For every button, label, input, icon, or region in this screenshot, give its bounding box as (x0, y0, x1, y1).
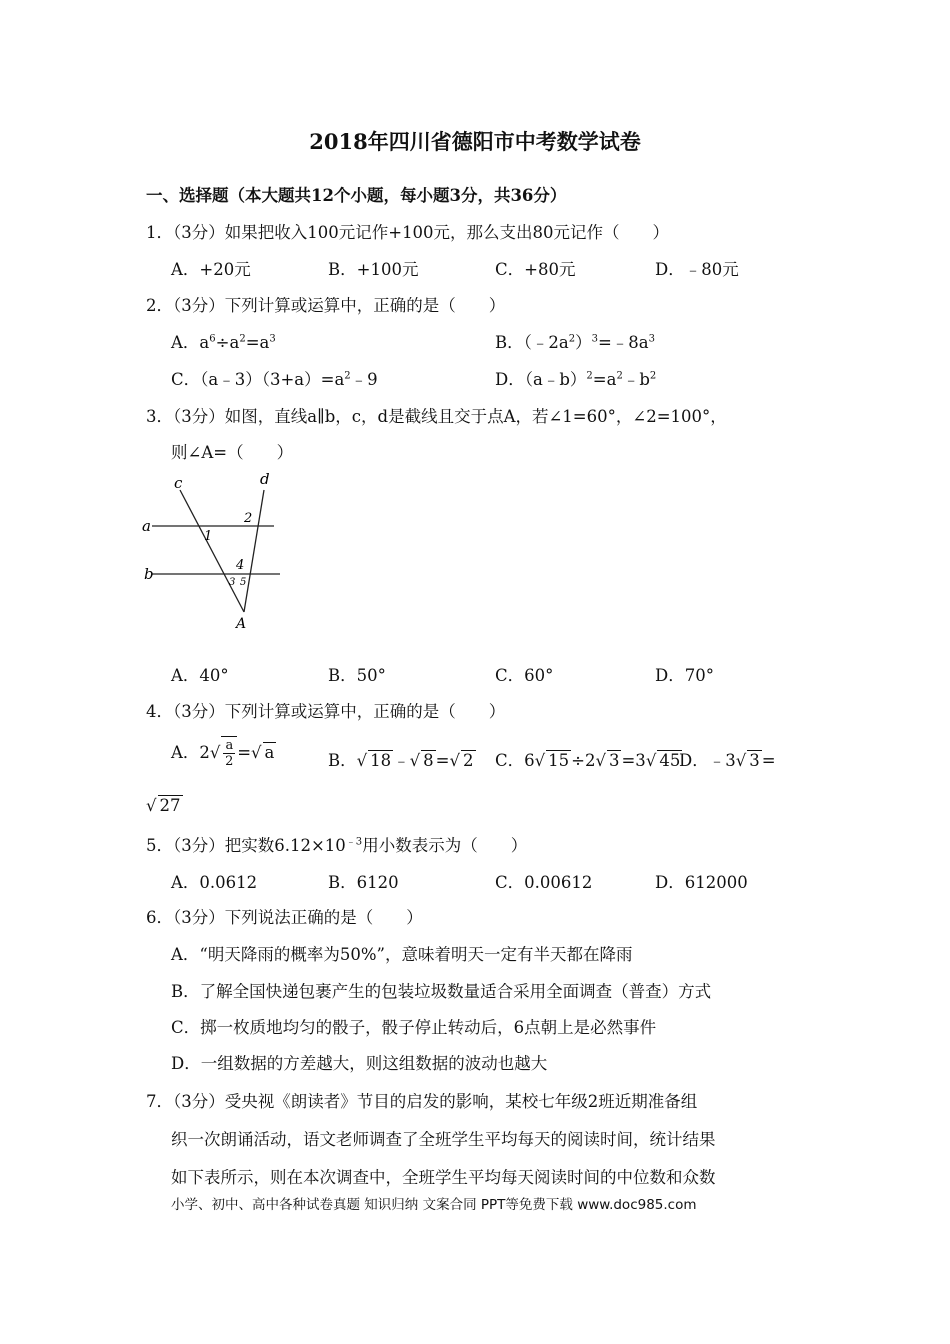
line-c-label: c (174, 474, 183, 492)
question-3-stem-line1: 3．（3分）如图，直线a∥b，c，d是截线且交于点A，若∠1=60°，∠2=100°， (146, 407, 727, 426)
question-2-stem: 2．（3分）下列计算或运算中，正确的是（ ） (146, 296, 506, 315)
q5-option-d: D．612000 (655, 873, 748, 892)
parallel-lines-figure (138, 468, 288, 636)
question-5-stem: 5．（3分）把实数$6.12\times 10^{﹣3}$用小数表示为（ ） (146, 836, 528, 855)
question-4-stem: 4．（3分）下列计算或运算中，正确的是（ ） (146, 702, 506, 721)
q4-option-c: C．6√ 15 ÷2√ 3 =3√ 45 (495, 751, 681, 770)
q2-option-d: D．$(a﹣b)^2=a^2﹣b^2$ (495, 370, 657, 389)
q5-option-a: A．0.0612 (171, 873, 258, 892)
q1-option-b: B．+100元 (328, 260, 419, 279)
q3-option-d: D．70° (655, 666, 714, 685)
q6-option-b: B．了解全国快递包裹产生的包装垃圾数量适合采用全面调查（普查）方式 (171, 982, 712, 1001)
q6-option-a: A．“明天降雨的概率为50%”，意味着明天一定有半天都在降雨 (171, 945, 633, 964)
q1-option-a: A．+20元 (171, 260, 251, 279)
q6-option-d: D．一组数据的方差越大，则这组数据的波动也越大 (171, 1054, 548, 1073)
q5-option-b: B．6120 (328, 873, 399, 892)
q6-option-c: C．掷一枚质地均匀的骰子，骰子停止转动后，6点朝上是必然事件 (171, 1018, 657, 1037)
q4-option-a: A．2√ $\frac{a}{2}$ =√ a (171, 738, 275, 769)
line-b-label: b (144, 565, 154, 583)
question-7-line1: 7．（3分）受央视《朗读者》节目的启发的影响，某校七年级2班近期准备组 (146, 1092, 698, 1111)
footer-text: 小学、初中、高中各种试卷真题 知识归纳 文案合同 PPT等免费下载 www.doc985.com (171, 1197, 697, 1213)
q3-option-a: A．40° (171, 666, 229, 685)
q2-option-c: C．$(a﹣3)(3+a)=a^2﹣9$ (171, 370, 378, 389)
q1-option-c: C．+80元 (495, 260, 576, 279)
q4-option-d-continued: √ 27 (146, 796, 181, 815)
line-d-label: d (260, 470, 270, 488)
question-3-stem-line2: 则∠A=（ ） (171, 443, 294, 462)
question-6-stem: 6．（3分）下列说法正确的是（ ） (146, 908, 423, 927)
section-heading: 一、选择题（本大题共12个小题，每小题3分，共36分） (146, 186, 567, 205)
q4-option-b: B．√ 18 ﹣√ 8 =√ 2 (328, 751, 474, 770)
line-a-label: a (142, 517, 151, 535)
question-7-line2: 织一次朗诵活动，语文老师调查了全班学生平均每天的阅读时间，统计结果 (171, 1130, 716, 1149)
angle-2-label: 2 (244, 511, 253, 526)
question-1-stem: 1．（3分）如果把收入100元记作+100元，那么支出80元记作（ ） (146, 223, 670, 242)
angle-4-label: 4 (236, 558, 245, 573)
angle-3-label: 3 (229, 577, 236, 588)
q2-option-b: B．$(﹣2a^2)^3=﹣8a^3$ (495, 333, 656, 352)
q2-option-a: A．$a^6\div a^2=a^3$ (171, 333, 276, 352)
q3-option-c: C．60° (495, 666, 554, 685)
q3-option-b: B．50° (328, 666, 386, 685)
angle-5-label: 5 (240, 577, 247, 588)
point-a-label: A (236, 616, 247, 632)
question-7-line3: 如下表所示，则在本次调查中，全班学生平均每天阅读时间的中位数和众数 (171, 1168, 716, 1187)
angle-1-label: 1 (204, 529, 213, 544)
page-title: 2018年四川省德阳市中考数学试卷 (309, 129, 641, 154)
q1-option-d: D．﹣80元 (655, 260, 739, 279)
q5-option-c: C．0.00612 (495, 873, 593, 892)
q4-option-d: D．﹣3√ 3 = (679, 751, 776, 770)
